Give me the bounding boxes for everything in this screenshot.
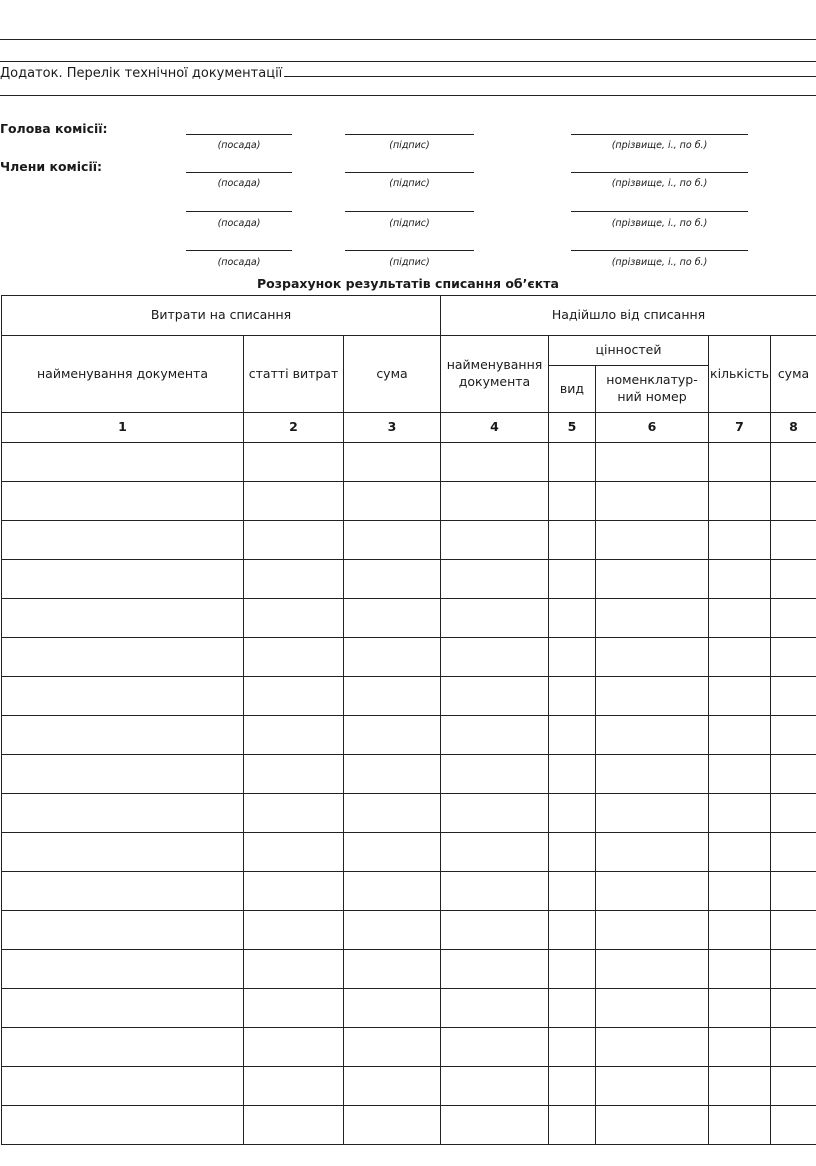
write-off-table xyxy=(1,295,816,1145)
table-cell[interactable] xyxy=(244,911,344,950)
table-body xyxy=(2,443,816,1145)
signature-line-position xyxy=(186,134,292,135)
table-cell[interactable] xyxy=(549,833,596,872)
signature-caption-signature: (підпис) xyxy=(389,140,430,151)
table-cell[interactable] xyxy=(2,599,244,638)
table-row xyxy=(2,833,816,872)
table-cell[interactable] xyxy=(709,638,771,677)
table-cell[interactable] xyxy=(596,911,709,950)
table-row xyxy=(2,950,816,989)
table-cell[interactable] xyxy=(244,1028,344,1067)
table-cell[interactable] xyxy=(771,716,816,755)
table-cell[interactable] xyxy=(709,872,771,911)
signature-line-signature xyxy=(345,134,474,135)
table-cell[interactable] xyxy=(2,794,244,833)
table-cell[interactable] xyxy=(2,638,244,677)
table-cell[interactable] xyxy=(771,833,816,872)
table-cell[interactable] xyxy=(771,794,816,833)
table-cell[interactable] xyxy=(596,1106,709,1145)
signature-caption-signature: (підпис) xyxy=(389,218,430,229)
table-row xyxy=(2,872,816,911)
signature-caption-name: (прізвище, і., по б.) xyxy=(611,178,708,189)
table-cell[interactable] xyxy=(244,794,344,833)
table-cell[interactable] xyxy=(596,794,709,833)
table-cell[interactable] xyxy=(596,755,709,794)
table-row xyxy=(2,638,816,677)
table-cell[interactable] xyxy=(244,521,344,560)
table-cell[interactable] xyxy=(549,1028,596,1067)
table-cell[interactable] xyxy=(709,599,771,638)
table-row xyxy=(2,599,816,638)
table-cell[interactable] xyxy=(344,521,441,560)
table-cell[interactable] xyxy=(2,833,244,872)
table-cell[interactable] xyxy=(244,833,344,872)
table-cell[interactable] xyxy=(771,1106,816,1145)
table-cell[interactable] xyxy=(344,482,441,521)
table-cell[interactable] xyxy=(441,872,549,911)
signature-line-position xyxy=(186,250,292,251)
table-cell[interactable] xyxy=(244,1106,344,1145)
table-cell[interactable] xyxy=(244,872,344,911)
table-cell[interactable] xyxy=(244,638,344,677)
table-cell[interactable] xyxy=(596,950,709,989)
table-cell[interactable] xyxy=(344,833,441,872)
header-sum2: сума xyxy=(771,336,816,413)
header-values-group: цінностей xyxy=(549,336,709,366)
table-cell[interactable] xyxy=(549,560,596,599)
table-cell[interactable] xyxy=(709,1028,771,1067)
table-cell[interactable] xyxy=(244,755,344,794)
table-cell[interactable] xyxy=(2,911,244,950)
table-cell[interactable] xyxy=(344,1106,441,1145)
table-cell[interactable] xyxy=(549,443,596,482)
table-row xyxy=(2,443,816,482)
signature-line-position xyxy=(186,211,292,212)
table-cell[interactable] xyxy=(709,716,771,755)
table-cell[interactable] xyxy=(441,560,549,599)
header-nomenclature xyxy=(596,366,709,413)
table-cell[interactable] xyxy=(2,1028,244,1067)
signature-caption-name: (прізвище, і., по б.) xyxy=(611,257,708,268)
table-cell[interactable] xyxy=(771,1067,816,1106)
table-row xyxy=(2,677,816,716)
table-cell[interactable] xyxy=(549,1106,596,1145)
column-number: 7 xyxy=(709,413,771,443)
column-number: 8 xyxy=(771,413,816,443)
column-number: 5 xyxy=(549,413,596,443)
table-cell[interactable] xyxy=(596,716,709,755)
table-cell[interactable] xyxy=(596,638,709,677)
table-cell[interactable] xyxy=(441,521,549,560)
table-cell[interactable] xyxy=(709,677,771,716)
table-cell[interactable] xyxy=(2,443,244,482)
table-cell[interactable] xyxy=(596,443,709,482)
signature-caption-name: (прізвище, і., по б.) xyxy=(611,140,708,151)
header-nomenclature-line1: номенклатур- xyxy=(606,372,698,388)
table-cell[interactable] xyxy=(709,755,771,794)
table-cell[interactable] xyxy=(549,677,596,716)
table-cell[interactable] xyxy=(441,443,549,482)
table-cell[interactable] xyxy=(549,794,596,833)
header-quantity: кількість xyxy=(709,336,771,413)
table-cell[interactable] xyxy=(2,989,244,1028)
column-number: 3 xyxy=(344,413,441,443)
top-rule-2 xyxy=(0,61,816,62)
table-cell[interactable] xyxy=(344,443,441,482)
table-cell[interactable] xyxy=(344,794,441,833)
table-cell[interactable] xyxy=(244,599,344,638)
header-received-doc-line1: найменування xyxy=(446,357,543,373)
table-cell[interactable] xyxy=(709,833,771,872)
table-cell[interactable] xyxy=(596,521,709,560)
signature-caption-signature: (підпис) xyxy=(389,257,430,268)
signature-line-signature xyxy=(345,250,474,251)
table-row xyxy=(2,521,816,560)
table-cell[interactable] xyxy=(2,521,244,560)
column-number-row xyxy=(2,413,816,443)
table-cell[interactable] xyxy=(709,989,771,1028)
signature-line-name xyxy=(571,172,748,173)
table-cell[interactable] xyxy=(709,911,771,950)
table-cell[interactable] xyxy=(244,716,344,755)
header-nomenclature-line2: ний номер xyxy=(617,389,687,404)
table-cell[interactable] xyxy=(771,677,816,716)
table-cell[interactable] xyxy=(596,872,709,911)
table-cell[interactable] xyxy=(244,950,344,989)
table-cell[interactable] xyxy=(596,989,709,1028)
table-cell[interactable] xyxy=(441,1106,549,1145)
column-number: 2 xyxy=(244,413,344,443)
table-cell[interactable] xyxy=(771,599,816,638)
table-cell[interactable] xyxy=(344,1067,441,1106)
table-cell[interactable] xyxy=(344,872,441,911)
table-cell[interactable] xyxy=(344,638,441,677)
table-cell[interactable] xyxy=(771,443,816,482)
table-cell[interactable] xyxy=(344,755,441,794)
table-cell[interactable] xyxy=(244,989,344,1028)
table-cell[interactable] xyxy=(709,560,771,599)
table-cell[interactable] xyxy=(549,950,596,989)
table-cell[interactable] xyxy=(549,599,596,638)
table-cell[interactable] xyxy=(441,911,549,950)
table-cell[interactable] xyxy=(549,911,596,950)
table-cell[interactable] xyxy=(771,989,816,1028)
header-sum: сума xyxy=(344,336,441,413)
table-cell[interactable] xyxy=(709,521,771,560)
commission-members-label: Члени комісії: xyxy=(0,159,103,174)
table-cell[interactable] xyxy=(596,1028,709,1067)
table-cell[interactable] xyxy=(441,716,549,755)
signature-line-signature xyxy=(345,211,474,212)
table-cell[interactable] xyxy=(344,716,441,755)
table-cell[interactable] xyxy=(549,755,596,794)
table-cell[interactable] xyxy=(344,911,441,950)
table-cell[interactable] xyxy=(549,521,596,560)
table-cell[interactable] xyxy=(441,1067,549,1106)
table-cell[interactable] xyxy=(709,794,771,833)
table-cell[interactable] xyxy=(771,950,816,989)
column-number: 4 xyxy=(441,413,549,443)
table-cell[interactable] xyxy=(709,1106,771,1145)
table-row xyxy=(2,794,816,833)
table-cell[interactable] xyxy=(709,443,771,482)
table-cell[interactable] xyxy=(441,989,549,1028)
table-cell[interactable] xyxy=(2,677,244,716)
table-row xyxy=(2,560,816,599)
table-cell[interactable] xyxy=(2,560,244,599)
table-cell[interactable] xyxy=(771,521,816,560)
commission-head-label: Голова комісії: xyxy=(0,121,108,136)
table-cell[interactable] xyxy=(441,677,549,716)
header-costs-group: Витрати на списання xyxy=(2,296,441,336)
table-cell[interactable] xyxy=(771,560,816,599)
table-cell[interactable] xyxy=(441,794,549,833)
signature-caption-position: (посада) xyxy=(217,257,261,268)
table-cell[interactable] xyxy=(2,716,244,755)
top-rule-1 xyxy=(0,39,816,40)
table-cell[interactable] xyxy=(344,989,441,1028)
table-cell[interactable] xyxy=(344,1028,441,1067)
table-cell[interactable] xyxy=(441,599,549,638)
signature-caption-position: (посада) xyxy=(217,178,261,189)
signature-line-position xyxy=(186,172,292,173)
table-cell[interactable] xyxy=(344,599,441,638)
signature-caption-position: (посада) xyxy=(217,218,261,229)
header-received-doc xyxy=(441,336,549,413)
table-cell[interactable] xyxy=(244,482,344,521)
signature-line-name xyxy=(571,211,748,212)
table-row xyxy=(2,1028,816,1067)
table-cell[interactable] xyxy=(2,1067,244,1106)
table-cell[interactable] xyxy=(771,482,816,521)
appendix-title: Додаток. Перелік технічної документації xyxy=(0,66,283,81)
table-row xyxy=(2,482,816,521)
table-cell[interactable] xyxy=(596,482,709,521)
signature-line-name xyxy=(571,250,748,251)
table-row xyxy=(2,755,816,794)
table-cell[interactable] xyxy=(441,1028,549,1067)
table-cell[interactable] xyxy=(596,1067,709,1106)
header-cost-items: статті витрат xyxy=(244,336,344,413)
table-cell[interactable] xyxy=(549,989,596,1028)
header-kind: вид xyxy=(549,366,596,413)
table-cell[interactable] xyxy=(441,638,549,677)
table-row xyxy=(2,989,816,1028)
table-cell[interactable] xyxy=(549,638,596,677)
table-cell[interactable] xyxy=(344,950,441,989)
table-cell[interactable] xyxy=(549,1067,596,1106)
signature-caption-position: (посада) xyxy=(217,140,261,151)
table-cell[interactable] xyxy=(596,560,709,599)
table-cell[interactable] xyxy=(344,677,441,716)
header-received-group: Надійшло від списання xyxy=(441,296,816,336)
table-cell[interactable] xyxy=(244,560,344,599)
table-cell[interactable] xyxy=(441,950,549,989)
header-doc-name: найменування документа xyxy=(2,336,244,413)
table-cell[interactable] xyxy=(2,482,244,521)
column-number: 1 xyxy=(2,413,244,443)
table-cell[interactable] xyxy=(549,482,596,521)
table-cell[interactable] xyxy=(771,638,816,677)
table-cell[interactable] xyxy=(441,482,549,521)
table-cell[interactable] xyxy=(549,716,596,755)
signature-caption-name: (прізвище, і., по б.) xyxy=(611,218,708,229)
table-cell[interactable] xyxy=(2,755,244,794)
signature-caption-signature: (підпис) xyxy=(389,178,430,189)
header-received-doc-line2: документа xyxy=(458,374,531,389)
table-cell[interactable] xyxy=(549,872,596,911)
table-cell[interactable] xyxy=(2,872,244,911)
table-cell[interactable] xyxy=(771,911,816,950)
table-cell[interactable] xyxy=(771,1028,816,1067)
table-title: Розрахунок результатів списання об’єкта xyxy=(257,276,559,291)
signature-line-name xyxy=(571,134,748,135)
table-cell[interactable] xyxy=(441,755,549,794)
table-cell[interactable] xyxy=(771,872,816,911)
table-cell[interactable] xyxy=(709,482,771,521)
table-cell[interactable] xyxy=(596,833,709,872)
table-cell[interactable] xyxy=(244,1067,344,1106)
table-cell[interactable] xyxy=(709,1067,771,1106)
signature-line-signature xyxy=(345,172,474,173)
table-cell[interactable] xyxy=(441,833,549,872)
table-cell[interactable] xyxy=(709,950,771,989)
table-row xyxy=(2,716,816,755)
table-cell[interactable] xyxy=(596,677,709,716)
table-cell[interactable] xyxy=(244,677,344,716)
table-cell[interactable] xyxy=(596,599,709,638)
table-cell[interactable] xyxy=(244,443,344,482)
table-cell[interactable] xyxy=(2,1106,244,1145)
table-cell[interactable] xyxy=(771,755,816,794)
column-number: 6 xyxy=(596,413,709,443)
table-row xyxy=(2,1106,816,1145)
table-row xyxy=(2,911,816,950)
table-cell[interactable] xyxy=(2,950,244,989)
top-rule-4 xyxy=(0,95,816,96)
table-row xyxy=(2,1067,816,1106)
table-cell[interactable] xyxy=(344,560,441,599)
